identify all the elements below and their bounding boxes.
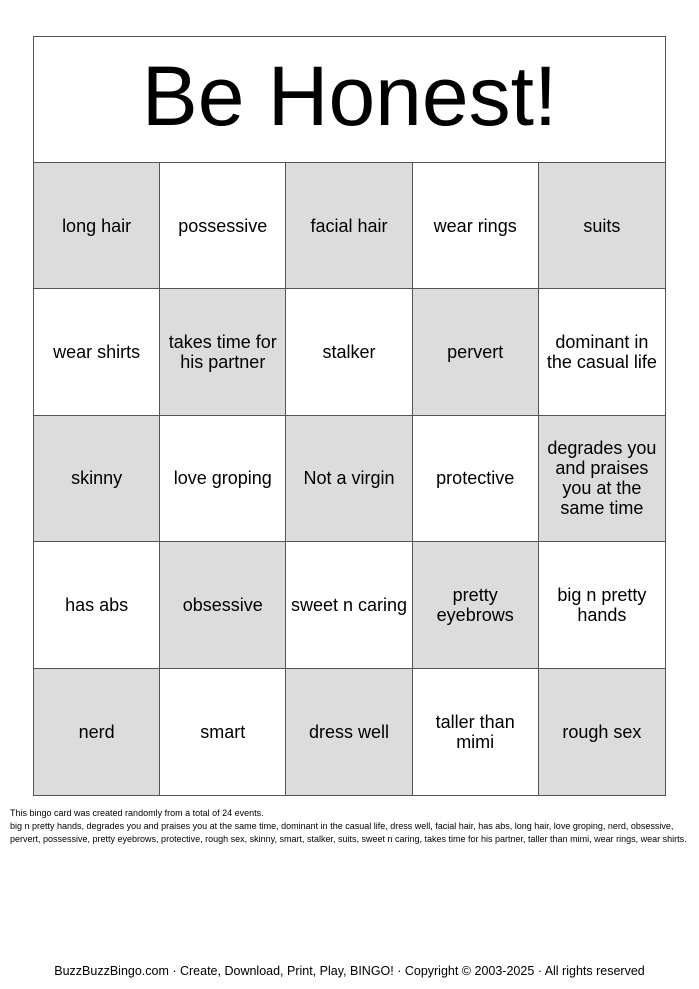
bingo-cell: dress well — [286, 669, 412, 795]
bingo-cell: obsessive — [160, 542, 286, 668]
bingo-cell: skinny — [34, 416, 160, 542]
bingo-cell: pervert — [413, 289, 539, 415]
bingo-cell: dominant in the casual life — [539, 289, 665, 415]
card-title: Be Honest! — [141, 48, 558, 143]
bingo-cell: pretty eyebrows — [413, 542, 539, 668]
bingo-cell: facial hair — [286, 163, 412, 289]
bingo-cell: sweet n caring — [286, 542, 412, 668]
bingo-cell: wear rings — [413, 163, 539, 289]
bingo-cell: smart — [160, 669, 286, 795]
bingo-cell: nerd — [34, 669, 160, 795]
bingo-cell: long hair — [34, 163, 160, 289]
bingo-grid — [34, 163, 665, 795]
info-summary: This bingo card was created randomly from a total of 24 events. — [10, 808, 264, 818]
footer-copyright: BuzzBuzzBingo.com · Create, Download, Print, Play, BINGO! · Copyright © 2003-2025 · All rights reserved — [54, 964, 645, 978]
card-info — [10, 807, 690, 846]
bingo-cell: stalker — [286, 289, 412, 415]
bingo-cell: wear shirts — [34, 289, 160, 415]
bingo-cell: possessive — [160, 163, 286, 289]
bingo-cell: rough sex — [539, 669, 665, 795]
info-events-list: big n pretty hands, degrades you and praises you at the same time, dominant in the casual life, dress well, facial hair, has abs, long hair, love groping, nerd, obsessive, pervert, possessive, pretty eyebrows, protective, rough sex, skinny, smart, stalker, suits, sweet n caring, takes time for his partner, taller than mimi, wear rings, wear shirts. — [10, 821, 687, 844]
bingo-cell: Not a virgin — [286, 416, 412, 542]
bingo-cell: protective — [413, 416, 539, 542]
bingo-cell: big n pretty hands — [539, 542, 665, 668]
bingo-cell: degrades you and praises you at the same time — [539, 416, 665, 542]
bingo-cell: taller than mimi — [413, 669, 539, 795]
bingo-cell: suits — [539, 163, 665, 289]
title-row — [34, 37, 665, 163]
bingo-cell: love groping — [160, 416, 286, 542]
bingo-cell: takes time for his partner — [160, 289, 286, 415]
bingo-card — [33, 36, 666, 796]
bingo-cell: has abs — [34, 542, 160, 668]
